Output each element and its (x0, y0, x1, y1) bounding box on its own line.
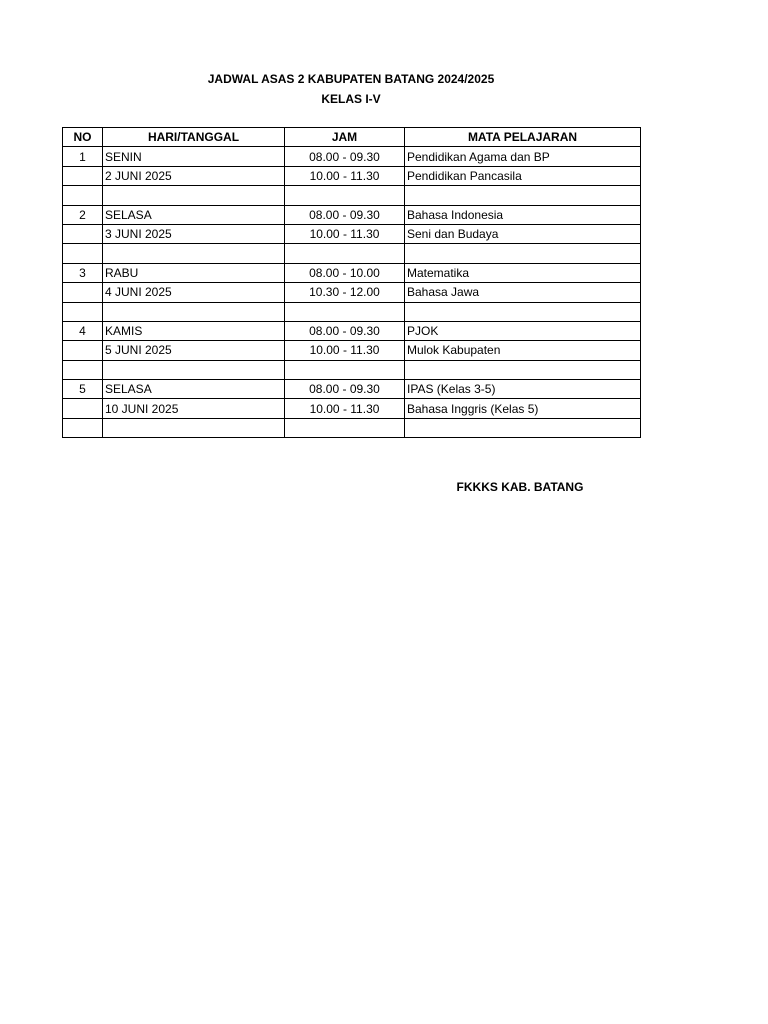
cell-no (63, 244, 103, 263)
cell-no (63, 224, 103, 243)
cell-no (63, 399, 103, 418)
cell-subject: Bahasa Indonesia (405, 205, 641, 224)
cell-day-date: SENIN (103, 147, 285, 166)
cell-subject (405, 244, 641, 263)
cell-time (285, 418, 405, 437)
cell-time: 10.30 - 12.00 (285, 283, 405, 302)
cell-subject: Bahasa Jawa (405, 283, 641, 302)
cell-day-date (103, 244, 285, 263)
header-subject: MATA PELAJARAN (405, 128, 641, 147)
table-row (63, 360, 641, 379)
cell-no (63, 360, 103, 379)
cell-no: 5 (63, 380, 103, 399)
header-time: JAM (285, 128, 405, 147)
cell-subject: Mulok Kabupaten (405, 341, 641, 360)
cell-day-date: 4 JUNI 2025 (103, 283, 285, 302)
table-row (63, 263, 641, 282)
cell-no: 1 (63, 147, 103, 166)
cell-day-date: KAMIS (103, 321, 285, 340)
cell-time: 10.00 - 11.30 (285, 341, 405, 360)
cell-no (63, 166, 103, 185)
document-subtitle: KELAS I-V (321, 92, 381, 106)
cell-no: 2 (63, 205, 103, 224)
cell-time: 10.00 - 11.30 (285, 399, 405, 418)
cell-day-date (103, 418, 285, 437)
cell-subject: Pendidikan Pancasila (405, 166, 641, 185)
cell-day-date: RABU (103, 263, 285, 282)
cell-time: 08.00 - 09.30 (285, 321, 405, 340)
cell-day-date: 2 JUNI 2025 (103, 166, 285, 185)
cell-no (63, 418, 103, 437)
schedule-table (62, 127, 641, 438)
cell-subject: Matematika (405, 263, 641, 282)
cell-no: 3 (63, 263, 103, 282)
cell-subject: PJOK (405, 321, 641, 340)
table-row (63, 283, 641, 302)
cell-time (285, 360, 405, 379)
table-row (63, 244, 641, 263)
document-title: JADWAL ASAS 2 KABUPATEN BATANG 2024/2025 (207, 72, 495, 86)
cell-day-date (103, 360, 285, 379)
cell-day-date (103, 302, 285, 321)
table-row (63, 224, 641, 243)
header-no: NO (63, 128, 103, 147)
cell-day-date: 3 JUNI 2025 (103, 224, 285, 243)
cell-no (63, 283, 103, 302)
table-row (63, 147, 641, 166)
cell-no (63, 341, 103, 360)
cell-subject (405, 302, 641, 321)
cell-time: 08.00 - 09.30 (285, 380, 405, 399)
table-header-row (63, 128, 641, 147)
table-row (63, 205, 641, 224)
cell-day-date (103, 186, 285, 205)
table-row (63, 399, 641, 418)
cell-subject (405, 186, 641, 205)
cell-time: 10.00 - 11.30 (285, 224, 405, 243)
cell-time (285, 186, 405, 205)
cell-no: 4 (63, 321, 103, 340)
table-row (63, 341, 641, 360)
table-row (63, 302, 641, 321)
cell-no (63, 302, 103, 321)
table-row (63, 418, 641, 437)
cell-subject: Seni dan Budaya (405, 224, 641, 243)
table-row (63, 166, 641, 185)
signature-org: FKKKS KAB. BATANG (456, 480, 584, 494)
cell-day-date: 10 JUNI 2025 (103, 399, 285, 418)
cell-subject (405, 418, 641, 437)
cell-day-date: 5 JUNI 2025 (103, 341, 285, 360)
cell-time (285, 244, 405, 263)
cell-day-date: SELASA (103, 380, 285, 399)
table-row (63, 186, 641, 205)
cell-time: 08.00 - 09.30 (285, 147, 405, 166)
cell-no (63, 186, 103, 205)
table-row (63, 321, 641, 340)
cell-subject: Bahasa Inggris (Kelas 5) (405, 399, 641, 418)
cell-subject (405, 360, 641, 379)
cell-subject: IPAS (Kelas 3-5) (405, 380, 641, 399)
header-day-date: HARI/TANGGAL (103, 128, 285, 147)
cell-subject: Pendidikan Agama dan BP (405, 147, 641, 166)
cell-time: 10.00 - 11.30 (285, 166, 405, 185)
cell-time: 08.00 - 09.30 (285, 205, 405, 224)
schedule-body (63, 147, 641, 438)
table-row (63, 380, 641, 399)
cell-time (285, 302, 405, 321)
cell-day-date: SELASA (103, 205, 285, 224)
cell-time: 08.00 - 10.00 (285, 263, 405, 282)
